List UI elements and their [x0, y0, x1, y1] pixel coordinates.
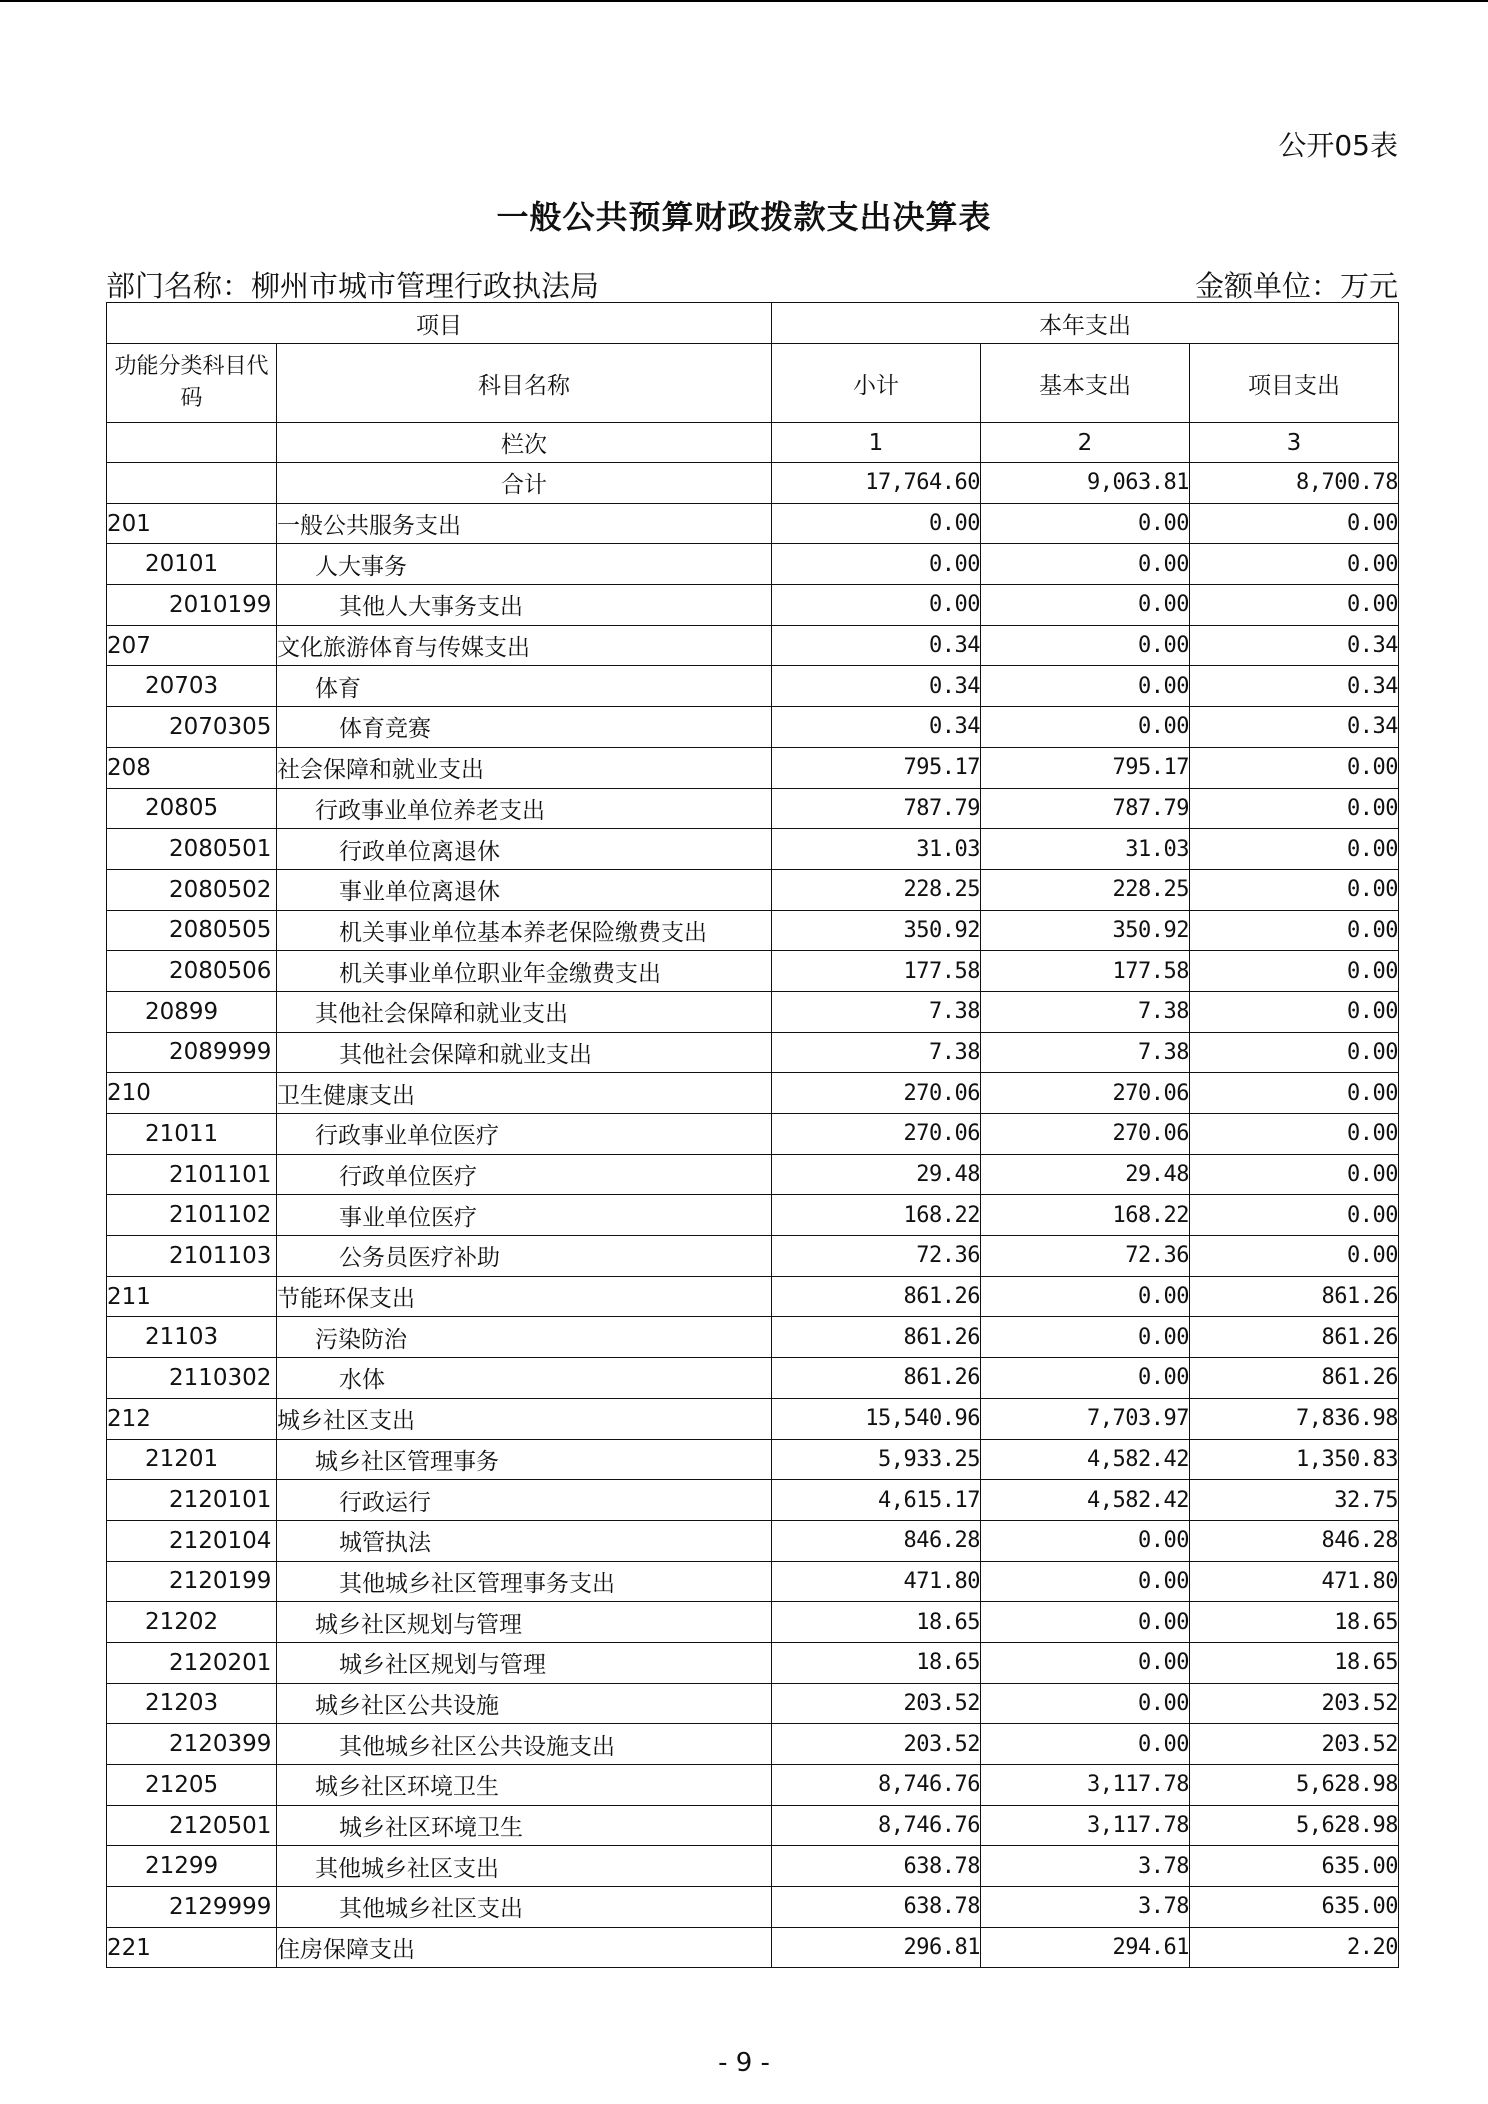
- table-row: [107, 869, 1399, 910]
- row-code: 2120501: [107, 1805, 277, 1846]
- row-subtotal: 29.48: [772, 1154, 981, 1195]
- total-project: 8,700.78: [1190, 463, 1399, 504]
- row-name: 其他社会保障和就业支出: [277, 1032, 772, 1073]
- row-basic: 270.06: [981, 1073, 1190, 1114]
- row-name: 事业单位离退休: [277, 869, 772, 910]
- row-project: 0.34: [1190, 707, 1399, 748]
- table-id: 公开05表: [1278, 129, 1398, 162]
- amount-unit: 金额单位：万元: [1194, 269, 1398, 303]
- row-name: 行政事业单位医疗: [277, 1114, 772, 1155]
- row-subtotal: 8,746.76: [772, 1765, 981, 1806]
- row-name: 卫生健康支出: [277, 1073, 772, 1114]
- row-subtotal: 72.36: [772, 1236, 981, 1277]
- row-name: 污染防治: [277, 1317, 772, 1358]
- row-basic: 0.00: [981, 503, 1190, 544]
- row-subtotal: 8,746.76: [772, 1805, 981, 1846]
- table-row: [107, 1805, 1399, 1846]
- row-subtotal: 18.65: [772, 1642, 981, 1683]
- column-number-blank: [107, 423, 277, 463]
- row-basic: 4,582.42: [981, 1480, 1190, 1521]
- total-row: [107, 463, 1399, 504]
- row-project: 0.00: [1190, 1032, 1399, 1073]
- row-code: 2080501: [107, 829, 277, 870]
- row-basic: 3,117.78: [981, 1765, 1190, 1806]
- row-project: 32.75: [1190, 1480, 1399, 1521]
- header-row-1: [107, 303, 1399, 344]
- row-name: 其他城乡社区公共设施支出: [277, 1724, 772, 1765]
- table-row: [107, 1317, 1399, 1358]
- row-project: 18.65: [1190, 1602, 1399, 1643]
- row-code: 21203: [107, 1683, 277, 1724]
- row-subtotal: 0.34: [772, 625, 981, 666]
- row-project: 0.00: [1190, 747, 1399, 788]
- row-code: 210: [107, 1073, 277, 1114]
- row-subtotal: 18.65: [772, 1602, 981, 1643]
- row-code: 201: [107, 503, 277, 544]
- row-subtotal: 270.06: [772, 1073, 981, 1114]
- document-title: 一般公共预算财政拨款支出决算表: [496, 198, 992, 236]
- row-subtotal: 15,540.96: [772, 1398, 981, 1439]
- header-code: 功能分类科目代码: [107, 344, 277, 423]
- table-row: [107, 1154, 1399, 1195]
- row-basic: 0.00: [981, 1602, 1190, 1643]
- row-basic: 294.61: [981, 1927, 1190, 1968]
- row-project: 18.65: [1190, 1642, 1399, 1683]
- header-name: 科目名称: [277, 344, 772, 423]
- row-name: 行政单位离退休: [277, 829, 772, 870]
- row-code: 21201: [107, 1439, 277, 1480]
- row-code: 20703: [107, 666, 277, 707]
- row-basic: 0.00: [981, 707, 1190, 748]
- row-code: 20899: [107, 991, 277, 1032]
- row-subtotal: 861.26: [772, 1317, 981, 1358]
- table-row: [107, 1358, 1399, 1399]
- row-basic: 350.92: [981, 910, 1190, 951]
- row-subtotal: 638.78: [772, 1887, 981, 1928]
- row-code: 208: [107, 747, 277, 788]
- row-name: 城乡社区管理事务: [277, 1439, 772, 1480]
- row-basic: 29.48: [981, 1154, 1190, 1195]
- row-code: 2080505: [107, 910, 277, 951]
- table-row: [107, 1195, 1399, 1236]
- row-subtotal: 0.34: [772, 666, 981, 707]
- row-basic: 0.00: [981, 1642, 1190, 1683]
- row-project: 1,350.83: [1190, 1439, 1399, 1480]
- row-basic: 0.00: [981, 585, 1190, 626]
- table-row: [107, 1602, 1399, 1643]
- row-project: 0.00: [1190, 788, 1399, 829]
- row-name: 一般公共服务支出: [277, 503, 772, 544]
- row-subtotal: 795.17: [772, 747, 981, 788]
- table-row: [107, 1683, 1399, 1724]
- table-row: [107, 951, 1399, 992]
- row-code: 21011: [107, 1114, 277, 1155]
- row-subtotal: 471.80: [772, 1561, 981, 1602]
- row-name: 城乡社区规划与管理: [277, 1642, 772, 1683]
- row-name: 行政事业单位养老支出: [277, 788, 772, 829]
- row-name: 城乡社区环境卫生: [277, 1765, 772, 1806]
- table-row: [107, 1927, 1399, 1968]
- row-subtotal: 168.22: [772, 1195, 981, 1236]
- row-project: 5,628.98: [1190, 1805, 1399, 1846]
- table-row: [107, 747, 1399, 788]
- table-row: [107, 1073, 1399, 1114]
- row-project: 0.00: [1190, 1073, 1399, 1114]
- row-code: 2129999: [107, 1887, 277, 1928]
- row-name: 体育: [277, 666, 772, 707]
- row-basic: 0.00: [981, 625, 1190, 666]
- row-code: 2010199: [107, 585, 277, 626]
- row-name: 住房保障支出: [277, 1927, 772, 1968]
- row-project: 0.00: [1190, 1114, 1399, 1155]
- row-code: 2080506: [107, 951, 277, 992]
- row-code: 2120201: [107, 1642, 277, 1683]
- table-row: [107, 788, 1399, 829]
- top-border-line: [0, 0, 1488, 2]
- table-row: [107, 544, 1399, 585]
- row-code: 2110302: [107, 1358, 277, 1399]
- row-basic: 31.03: [981, 829, 1190, 870]
- row-project: 861.26: [1190, 1317, 1399, 1358]
- row-code: 21103: [107, 1317, 277, 1358]
- table-row: [107, 666, 1399, 707]
- row-basic: 4,582.42: [981, 1439, 1190, 1480]
- row-basic: 168.22: [981, 1195, 1190, 1236]
- header-item: 项目: [107, 303, 772, 344]
- row-basic: 787.79: [981, 788, 1190, 829]
- row-name: 城乡社区环境卫生: [277, 1805, 772, 1846]
- row-code: 2101103: [107, 1236, 277, 1277]
- row-subtotal: 0.00: [772, 585, 981, 626]
- table-row: [107, 1765, 1399, 1806]
- table-row: [107, 625, 1399, 666]
- row-code: 2101102: [107, 1195, 277, 1236]
- column-number-3: 3: [1190, 423, 1399, 463]
- row-basic: 7,703.97: [981, 1398, 1190, 1439]
- table-row: [107, 829, 1399, 870]
- row-code: 20101: [107, 544, 277, 585]
- row-name: 行政单位医疗: [277, 1154, 772, 1195]
- row-project: 471.80: [1190, 1561, 1399, 1602]
- row-basic: 0.00: [981, 1683, 1190, 1724]
- row-basic: 0.00: [981, 544, 1190, 585]
- row-name: 文化旅游体育与传媒支出: [277, 625, 772, 666]
- expenditure-table: [106, 302, 1399, 1968]
- row-subtotal: 861.26: [772, 1276, 981, 1317]
- row-name: 社会保障和就业支出: [277, 747, 772, 788]
- table-row: [107, 910, 1399, 951]
- row-subtotal: 787.79: [772, 788, 981, 829]
- row-subtotal: 350.92: [772, 910, 981, 951]
- row-subtotal: 296.81: [772, 1927, 981, 1968]
- row-project: 0.00: [1190, 910, 1399, 951]
- table-row: [107, 503, 1399, 544]
- header-current-year: 本年支出: [772, 303, 1399, 344]
- row-project: 0.34: [1190, 666, 1399, 707]
- row-project: 0.00: [1190, 585, 1399, 626]
- row-code: 2120199: [107, 1561, 277, 1602]
- column-row-label: 栏次: [277, 423, 772, 463]
- row-code: 2120399: [107, 1724, 277, 1765]
- row-subtotal: 228.25: [772, 869, 981, 910]
- row-name: 事业单位医疗: [277, 1195, 772, 1236]
- row-name: 其他城乡社区管理事务支出: [277, 1561, 772, 1602]
- row-basic: 0.00: [981, 666, 1190, 707]
- row-project: 0.34: [1190, 625, 1399, 666]
- table-row: [107, 991, 1399, 1032]
- row-project: 2.20: [1190, 1927, 1399, 1968]
- row-subtotal: 846.28: [772, 1520, 981, 1561]
- total-basic: 9,063.81: [981, 463, 1190, 504]
- row-subtotal: 0.00: [772, 544, 981, 585]
- row-basic: 7.38: [981, 1032, 1190, 1073]
- row-code: 2120101: [107, 1480, 277, 1521]
- row-code: 211: [107, 1276, 277, 1317]
- header-subtotal: 小计: [772, 344, 981, 423]
- row-basic: 0.00: [981, 1276, 1190, 1317]
- row-basic: 0.00: [981, 1358, 1190, 1399]
- row-subtotal: 203.52: [772, 1724, 981, 1765]
- header-basic: 基本支出: [981, 344, 1190, 423]
- row-project: 0.00: [1190, 544, 1399, 585]
- row-basic: 0.00: [981, 1724, 1190, 1765]
- row-basic: 0.00: [981, 1520, 1190, 1561]
- row-project: 0.00: [1190, 951, 1399, 992]
- row-code: 2120104: [107, 1520, 277, 1561]
- row-name: 城管执法: [277, 1520, 772, 1561]
- table-row: [107, 1642, 1399, 1683]
- row-name: 节能环保支出: [277, 1276, 772, 1317]
- total-label: 合计: [277, 463, 772, 504]
- row-subtotal: 203.52: [772, 1683, 981, 1724]
- row-name: 公务员医疗补助: [277, 1236, 772, 1277]
- row-project: 5,628.98: [1190, 1765, 1399, 1806]
- row-subtotal: 0.00: [772, 503, 981, 544]
- row-name: 其他城乡社区支出: [277, 1887, 772, 1928]
- row-basic: 795.17: [981, 747, 1190, 788]
- table-row: [107, 1032, 1399, 1073]
- row-subtotal: 0.34: [772, 707, 981, 748]
- row-subtotal: 4,615.17: [772, 1480, 981, 1521]
- row-code: 21202: [107, 1602, 277, 1643]
- row-code: 21299: [107, 1846, 277, 1887]
- row-code: 21205: [107, 1765, 277, 1806]
- row-code: 221: [107, 1927, 277, 1968]
- row-project: 635.00: [1190, 1846, 1399, 1887]
- row-subtotal: 270.06: [772, 1114, 981, 1155]
- department-name: 部门名称：柳州市城市管理行政执法局: [106, 269, 600, 303]
- table-row: [107, 1480, 1399, 1521]
- row-code: 207: [107, 625, 277, 666]
- table-row: [107, 707, 1399, 748]
- row-name: 城乡社区支出: [277, 1398, 772, 1439]
- row-project: 846.28: [1190, 1520, 1399, 1561]
- row-name: 城乡社区规划与管理: [277, 1602, 772, 1643]
- row-project: 7,836.98: [1190, 1398, 1399, 1439]
- column-number-1: 1: [772, 423, 981, 463]
- row-basic: 3.78: [981, 1887, 1190, 1928]
- header-project: 项目支出: [1190, 344, 1399, 423]
- column-number-row: [107, 423, 1399, 463]
- header-row-2: [107, 344, 1399, 423]
- table-row: [107, 1561, 1399, 1602]
- row-basic: 3,117.78: [981, 1805, 1190, 1846]
- row-basic: 0.00: [981, 1317, 1190, 1358]
- table-row: [107, 1398, 1399, 1439]
- row-project: 0.00: [1190, 1236, 1399, 1277]
- row-name: 其他社会保障和就业支出: [277, 991, 772, 1032]
- column-number-2: 2: [981, 423, 1190, 463]
- row-project: 861.26: [1190, 1276, 1399, 1317]
- row-name: 体育竞赛: [277, 707, 772, 748]
- row-project: 203.52: [1190, 1683, 1399, 1724]
- row-basic: 3.78: [981, 1846, 1190, 1887]
- row-project: 0.00: [1190, 869, 1399, 910]
- table-row: [107, 1846, 1399, 1887]
- row-name: 机关事业单位基本养老保险缴费支出: [277, 910, 772, 951]
- row-project: 0.00: [1190, 503, 1399, 544]
- row-name: 人大事务: [277, 544, 772, 585]
- row-name: 水体: [277, 1358, 772, 1399]
- table-row: [107, 1236, 1399, 1277]
- total-code-blank: [107, 463, 277, 504]
- row-code: 2089999: [107, 1032, 277, 1073]
- row-name: 其他城乡社区支出: [277, 1846, 772, 1887]
- table-row: [107, 1276, 1399, 1317]
- row-project: 635.00: [1190, 1887, 1399, 1928]
- row-subtotal: 5,933.25: [772, 1439, 981, 1480]
- table-row: [107, 1439, 1399, 1480]
- row-project: 0.00: [1190, 829, 1399, 870]
- row-code: 20805: [107, 788, 277, 829]
- row-subtotal: 31.03: [772, 829, 981, 870]
- row-basic: 270.06: [981, 1114, 1190, 1155]
- table-row: [107, 1724, 1399, 1765]
- table-row: [107, 1520, 1399, 1561]
- row-project: 203.52: [1190, 1724, 1399, 1765]
- row-project: 0.00: [1190, 1154, 1399, 1195]
- row-basic: 228.25: [981, 869, 1190, 910]
- row-basic: 7.38: [981, 991, 1190, 1032]
- row-project: 0.00: [1190, 991, 1399, 1032]
- row-name: 机关事业单位职业年金缴费支出: [277, 951, 772, 992]
- row-project: 0.00: [1190, 1195, 1399, 1236]
- table-row: [107, 1114, 1399, 1155]
- row-code: 212: [107, 1398, 277, 1439]
- row-subtotal: 861.26: [772, 1358, 981, 1399]
- row-basic: 0.00: [981, 1561, 1190, 1602]
- row-basic: 177.58: [981, 951, 1190, 992]
- row-code: 2070305: [107, 707, 277, 748]
- row-code: 2101101: [107, 1154, 277, 1195]
- row-subtotal: 7.38: [772, 991, 981, 1032]
- row-subtotal: 638.78: [772, 1846, 981, 1887]
- row-name: 行政运行: [277, 1480, 772, 1521]
- table-row: [107, 1887, 1399, 1928]
- row-project: 861.26: [1190, 1358, 1399, 1399]
- row-subtotal: 177.58: [772, 951, 981, 992]
- row-name: 城乡社区公共设施: [277, 1683, 772, 1724]
- row-name: 其他人大事务支出: [277, 585, 772, 626]
- page-number: - 9 -: [718, 2048, 770, 2078]
- table-row: [107, 585, 1399, 626]
- row-code: 2080502: [107, 869, 277, 910]
- total-subtotal: 17,764.60: [772, 463, 981, 504]
- row-basic: 72.36: [981, 1236, 1190, 1277]
- row-subtotal: 7.38: [772, 1032, 981, 1073]
